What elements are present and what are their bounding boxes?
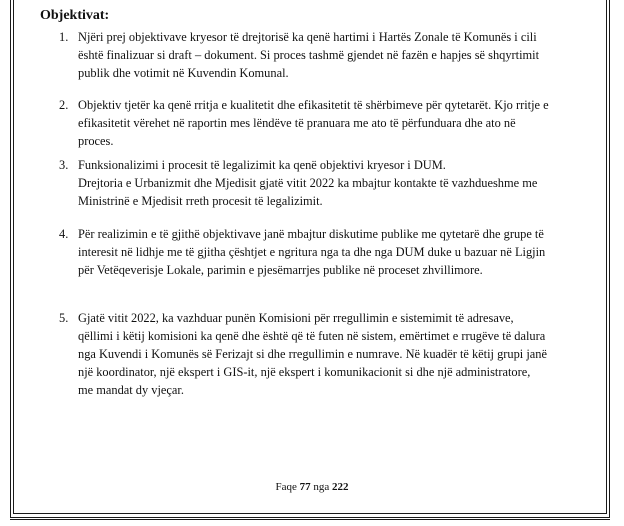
total-pages-number: 222: [332, 481, 349, 493]
objective-line: efikasitetit vërehet në raportin mes lëndëve të pranuara me ato të përfunduara dhe ato në: [78, 116, 516, 130]
objective-text: [78, 156, 578, 210]
objective-line: Gjatë vitit 2022, ka vazhduar punën Komisioni për rregullimin e sistemimit të adresave,: [78, 311, 514, 325]
objective-number: 1.: [59, 30, 69, 44]
footer-prefix: Faqe: [275, 481, 297, 493]
objective-text: [78, 225, 578, 279]
objective-line: publik dhe votimit në Kuvendin Komunal.: [78, 66, 289, 80]
objective-number: 3.: [59, 158, 69, 172]
objective-line: proces.: [78, 134, 114, 148]
objective-line: Për realizimin e të gjithë objektivave janë mbajtur diskutime publike me qytetarë dhe grupe të: [78, 227, 544, 241]
objective-line: për Vetëqeverisje Lokale, parimin e pjesëmarrjes publike në proceset zhvillimore.: [78, 263, 483, 277]
footer-separator: nga: [313, 481, 330, 493]
objective-number: 5.: [59, 311, 69, 325]
objective-line: Objektiv tjetër ka qenë rritja e kualitetit dhe efikasitetit të shërbimeve për qytetarët. Kjo rritje e: [78, 98, 549, 112]
objective-line: Njëri prej objektivave kryesor të drejtorisë ka qenë hartimi i Hartës Zonale të Komunës i cili: [78, 30, 537, 44]
objective-line: është finalizuar si draft – dokument. Si proces tashmë gjendet në fazën e hapjes së shqyrtimit: [78, 48, 540, 62]
objective-line: qëllimi i këtij komisioni ka qenë dhe është që të futen në sistem, emërtimet e rrugëve të dalura: [78, 329, 546, 343]
objective-line: interesit në lidhje me të gjitha çështjet e ngritura nga ta dhe nga DUM duke u bazuar në Ligjin: [78, 245, 546, 259]
objective-text: [78, 309, 578, 399]
objective-text: [78, 28, 578, 82]
objective-number: 4.: [59, 227, 69, 241]
section-heading: Objektivat:: [40, 8, 110, 23]
objective-line: Drejtoria e Urbanizmit dhe Mjedisit gjatë vitit 2022 ka mbajtur kontakte të vazhdueshme me: [78, 176, 538, 190]
objective-line: Funksionalizimi i procesit të legalizimit ka qenë objektivi kryesor i DUM.: [78, 158, 446, 172]
objective-line: me mandat dy vjeçar.: [78, 383, 184, 397]
objective-line: nga Kuvendi i Komunës së Ferizajt si dhe rregullimin e numrave. Në kuadër të këtij grupi janë: [78, 347, 547, 361]
objective-line: Ministrinë e Mjedisit rreth procesit të legalizimit.: [78, 194, 323, 208]
page-border-bottom: [10, 517, 610, 520]
objective-line: një koordinator, një ekspert i GIS-it, një ekspert i komunikacionit si dhe një administratore,: [78, 365, 531, 379]
page-footer: [0, 480, 624, 494]
objective-text: [78, 96, 578, 150]
current-page-number: 77: [299, 481, 311, 493]
objective-number: 2.: [59, 98, 69, 112]
